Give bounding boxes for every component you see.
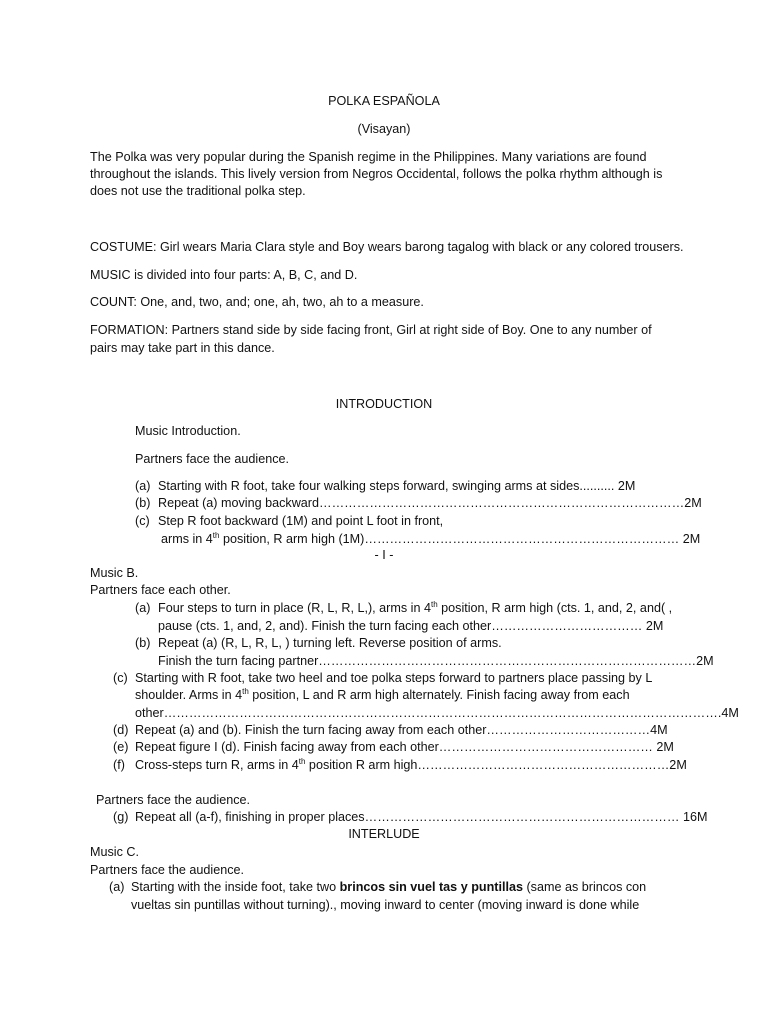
step-label: (c): [135, 514, 150, 528]
step-text: Starting with R foot, take four walking steps forward, swinging arms at sides.......... 2M: [158, 479, 636, 493]
step-label: (g): [113, 810, 129, 824]
interlude-face: Partners face the audience.: [90, 863, 245, 877]
formation-line: pairs may take part in this dance.: [90, 341, 275, 355]
interlude-heading: INTERLUDE: [348, 827, 420, 841]
step-text: Cross-steps turn R, arms in 4th position R arm high……………………………………………………2M: [135, 756, 687, 772]
figure-one-face: Partners face each other.: [90, 583, 231, 597]
step-text-continued: shoulder. Arms in 4th position, L and R arm high alternately. Finish facing away from each: [135, 686, 630, 702]
step-text: Repeat figure I (d). Finish facing away from each other…………………………………………… 2M: [135, 740, 674, 754]
count-line: COUNT: One, and, two, and; one, ah, two, ah to a measure.: [90, 295, 424, 309]
step-label: (c): [113, 671, 128, 685]
step-text-continued: pause (cts. 1, and, 2, and). Finish the turn facing each other……………………………… 2M: [158, 619, 664, 633]
step-label: (a): [109, 880, 125, 894]
document-title: POLKA ESPAÑOLA: [328, 94, 440, 108]
intro-line: does not use the traditional polka step.: [90, 184, 306, 198]
step-text: Repeat (a) (R, L, R, L, ) turning left. Reverse position of arms.: [158, 636, 502, 650]
intro-line: throughout the islands. This lively version from Negros Occidental, follows the polka rhythm although is: [90, 167, 663, 181]
formation-line: FORMATION: Partners stand side by side facing front, Girl at right side of Boy. One to any number of: [90, 323, 652, 337]
interlude-music: Music C.: [90, 845, 139, 859]
step-label: (b): [135, 496, 151, 510]
step-text-continued: other…………………………………………………………………………………………………………………….4M: [135, 706, 739, 720]
step-text: Repeat all (a-f), finishing in proper places………………………………………………………………… 16M: [135, 810, 708, 824]
step-text-continued: vueltas sin puntillas without turning)., moving inward to center (moving inward is done while: [131, 898, 640, 912]
step-text: Repeat (a) and (b). Finish the turn facing away from each other…………………………………4M: [135, 723, 668, 737]
introduction-face: Partners face the audience.: [135, 452, 290, 466]
step-text: Step R foot backward (1M) and point L foot in front,: [158, 514, 444, 528]
figure-one-face-audience: Partners face the audience.: [96, 793, 251, 807]
document-subtitle: (Visayan): [357, 122, 411, 136]
step-text: Starting with the inside foot, take two brincos sin vuel tas y puntillas (same as brincos con: [131, 880, 647, 894]
step-text-continued: Finish the turn facing partner………………………………………………………………………………2M: [158, 654, 714, 668]
intro-line: The Polka was very popular during the Spanish regime in the Philippines. Many variations are found: [90, 150, 647, 164]
bold-term: brincos sin vuel tas y puntillas: [339, 880, 523, 894]
step-text: Starting with R foot, take two heel and toe polka steps forward to partners place passing by L: [135, 671, 653, 685]
step-label: (e): [113, 740, 129, 754]
step-text: Four steps to turn in place (R, L, R, L,), arms in 4th position, R arm high (cts. 1, and, 2, and( ,: [158, 599, 673, 615]
step-label: (f): [113, 758, 125, 772]
step-label: (a): [135, 601, 151, 615]
step-label: (d): [113, 723, 129, 737]
step-label: (a): [135, 479, 151, 493]
figure-one-music: Music B.: [90, 566, 139, 580]
step-text: Repeat (a) moving backward……………………………………………………………………………2M: [158, 496, 702, 510]
introduction-music: Music Introduction.: [135, 424, 241, 438]
music-line: MUSIC is divided into four parts: A, B, C, and D.: [90, 268, 358, 282]
costume-line: COSTUME: Girl wears Maria Clara style and Boy wears barong tagalog with black or any colored trousers.: [90, 240, 684, 254]
step-label: (b): [135, 636, 151, 650]
introduction-heading: INTRODUCTION: [335, 397, 433, 411]
step-text-continued: arms in 4th position, R arm high (1M)………………………………………………………………… 2M: [161, 530, 701, 546]
figure-one-heading: - I -: [374, 548, 394, 562]
